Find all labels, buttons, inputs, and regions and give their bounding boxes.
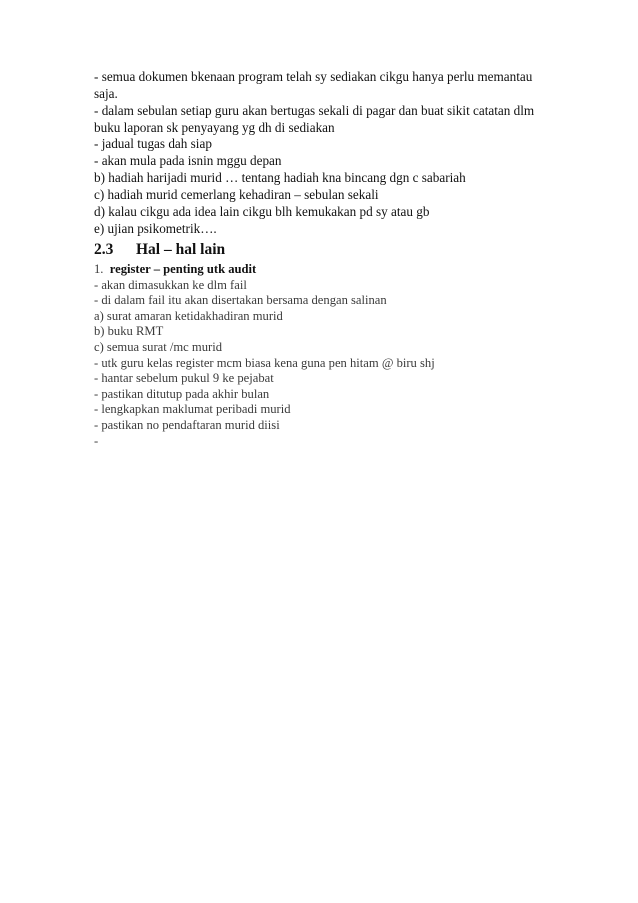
text-line: - hantar sebelum pukul 9 ke pejabat <box>94 371 274 386</box>
subheading-title: register – penting utk audit <box>109 262 257 276</box>
subheading <box>94 262 614 278</box>
text-line: c) semua surat /mc murid <box>94 339 222 354</box>
section-number: 2.3 <box>94 241 114 258</box>
subheading-number: 1. <box>94 262 104 276</box>
text-line: - lengkapkan maklumat peribadi murid <box>94 402 291 417</box>
text-line: - pastikan ditutup pada akhir bulan <box>94 386 270 401</box>
section-title: Hal – hal lain <box>136 241 226 258</box>
text-line: - jadual tugas dah siap <box>94 136 212 152</box>
section-2-text <box>94 262 614 449</box>
text-line: - akan dimasukkan ke dlm fail <box>94 277 247 292</box>
text-line: b) buku RMT <box>94 324 164 339</box>
text-line: - di dalam fail itu akan disertakan bersama dengan salinan <box>94 293 387 308</box>
text-line: c) hadiah murid cemerlang kehadiran – sebulan sekali <box>94 186 379 202</box>
text-line: saja. <box>94 85 118 101</box>
text-line: b) hadiah harijadi murid … tentang hadiah kna bincang dgn c sabariah <box>94 170 466 186</box>
text-line: - akan mula pada isnin mggu depan <box>94 153 282 169</box>
text-line: buku laporan sk penyayang yg dh di sediakan <box>94 119 335 135</box>
text-line: - pastikan no pendaftaran murid diisi <box>94 417 280 432</box>
text-line: - <box>94 433 99 448</box>
text-line: - utk guru kelas register mcm biasa kena guna pen hitam @ biru shj <box>94 355 435 370</box>
section-1-text <box>94 69 614 237</box>
text-line: - dalam sebulan setiap guru akan bertugas sekali di pagar dan buat sikit catatan dlm <box>94 102 535 118</box>
text-line: - semua dokumen bkenaan program telah sy sediakan cikgu hanya perlu memantau <box>94 69 533 84</box>
text-line: d) kalau cikgu ada idea lain cikgu blh kemukakan pd sy atau gb <box>94 203 430 219</box>
text-line: a) surat amaran ketidakhadiran murid <box>94 308 283 323</box>
text-line: e) ujian psikometrik…. <box>94 220 217 236</box>
section-heading <box>94 241 225 259</box>
